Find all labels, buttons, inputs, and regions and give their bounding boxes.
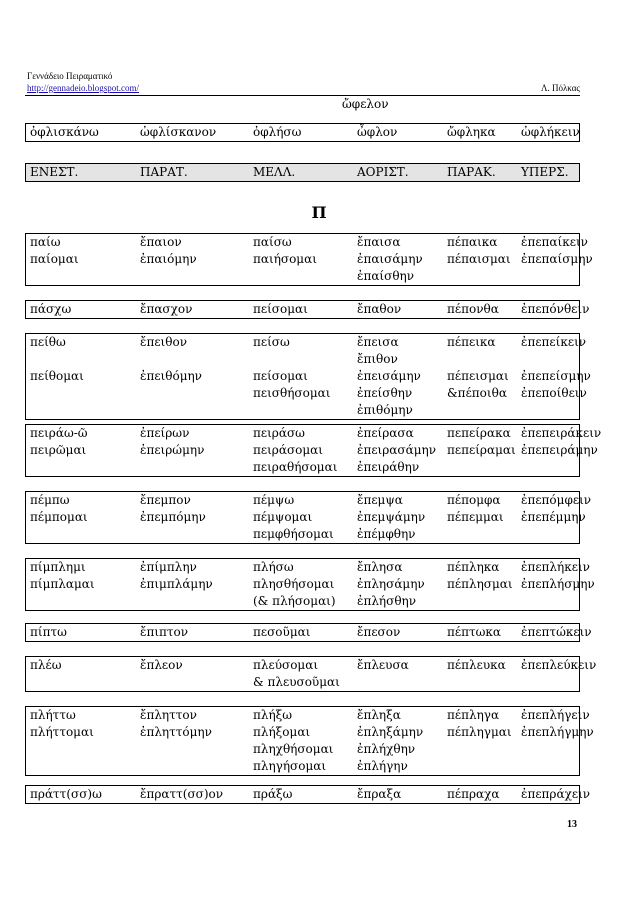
verb-form-cell: ἐπεπαίσμην — [521, 252, 593, 266]
verb-form-row — [26, 741, 579, 758]
verb-form-cell: πράξω — [253, 787, 293, 801]
header-rule — [25, 95, 580, 96]
verb-form-cell: πίμπλημι — [30, 560, 86, 574]
verb-form-cell: πειρῶμαι — [30, 443, 87, 457]
verb-group — [25, 233, 593, 286]
verb-form-cell: ἐπεπέμμην — [521, 510, 586, 524]
verb-form-cell: πράττ(σσ)ω — [30, 787, 102, 801]
verb-form-row — [26, 234, 588, 251]
verb-form-row — [26, 624, 592, 641]
verb-form-cell: ὦφλον — [357, 125, 398, 139]
verb-form-cell: πέμπομαι — [30, 510, 88, 524]
verb-form-row — [26, 164, 579, 181]
verb-form-cell: ἔπληξα — [357, 708, 401, 722]
verb-form-cell: πλήξομαι — [253, 725, 311, 739]
verb-form-cell: πέπαικα — [447, 235, 498, 249]
verb-group — [25, 706, 594, 776]
verb-form-cell: πείσομαι — [253, 302, 308, 316]
verb-form-cell: ἔπαθον — [357, 302, 402, 316]
verb-form-cell: ἔπλευσα — [357, 658, 409, 672]
verb-form-cell: ἔπεσον — [357, 625, 401, 639]
verb-form-cell: πειράσω — [253, 426, 305, 440]
verb-form-row — [26, 268, 579, 285]
verb-form-cell: ἔπαιον — [140, 235, 182, 249]
verb-form-cell: πείθομαι — [30, 369, 84, 383]
verb-group — [25, 123, 580, 142]
verb-group — [25, 300, 590, 319]
verb-form-cell: πάσχω — [30, 302, 72, 316]
verb-form-cell: ὠφλήκειν — [521, 125, 580, 139]
verb-form-cell: & πλευσοῦμαι — [253, 675, 340, 689]
verb-form-cell: πλήττω — [30, 708, 76, 722]
verb-form-cell: ἐπαισάμην — [357, 252, 423, 266]
verb-form-cell: πειραθήσομαι — [253, 460, 338, 474]
verb-form-cell: ἐπλήγην — [357, 759, 408, 773]
verb-form-cell: ἐπειθόμην — [140, 369, 202, 383]
verb-form-cell: ἔπραττ(σσ)ον — [140, 787, 224, 801]
verb-form-cell: πλήσω — [253, 560, 294, 574]
verb-form-cell: πειράσομαι — [253, 443, 323, 457]
verb-form-cell: πληχθήσομαι — [253, 742, 334, 756]
verb-form-cell: ὠφλίσκανον — [140, 125, 217, 139]
verb-form-cell: ἐπεπλήγειν — [521, 708, 590, 722]
verb-form-row — [26, 385, 587, 402]
verb-form-row — [26, 459, 579, 476]
verb-form-cell: ἐπεισάμην — [357, 369, 421, 383]
verb-form-cell: ἔπραξα — [357, 787, 402, 801]
verb-form-cell: πειράω-ῶ — [30, 426, 88, 440]
verb-form-cell: πέπεισμαι — [447, 369, 509, 383]
verb-form-cell: παιήσομαι — [253, 252, 317, 266]
verb-form-row — [26, 334, 587, 351]
verb-form-row — [26, 559, 590, 576]
verb-form-cell: ἐπεπειράμην — [521, 443, 598, 457]
verb-form-cell: ἔπασχον — [140, 302, 193, 316]
verb-form-cell: ἐπέμφθην — [357, 527, 416, 541]
verb-form-cell: ἐπεπλήκειν — [521, 560, 590, 574]
verb-form-cell: ὀφλήσω — [253, 125, 302, 139]
verb-form-cell: ἐπλήσθην — [357, 594, 417, 608]
verb-form-cell: παίσω — [253, 235, 292, 249]
verb-form-cell: πίμπλαμαι — [30, 577, 95, 591]
verb-form-cell: πεσοῦμαι — [253, 625, 311, 639]
verb-form-cell: πλήττομαι — [30, 725, 94, 739]
verb-form-row — [26, 492, 592, 509]
tense-header-row — [25, 163, 580, 182]
verb-form-cell: ἔπλεον — [140, 658, 183, 672]
verb-form-cell: ἔπεμψα — [357, 493, 403, 507]
verb-form-cell: ἐπεποίθειν — [521, 386, 587, 400]
verb-form-cell: πέμπω — [30, 493, 70, 507]
verb-form-cell: ἐπείσθην — [357, 386, 413, 400]
verb-form-cell: πέπλευκα — [447, 658, 506, 672]
verb-group — [25, 785, 591, 804]
verb-form-cell: ἐπλήχθην — [357, 742, 416, 756]
page-number: 13 — [567, 819, 577, 830]
verb-group — [25, 333, 591, 420]
verb-form-cell: πεισθήσομαι — [253, 386, 331, 400]
verb-form-cell: πέπληγμαι — [447, 725, 512, 739]
verb-form-cell: (& πλήσομαι) — [253, 594, 336, 608]
verb-form-cell: ἐπεπόνθειν — [521, 302, 590, 316]
verb-form-cell: ἐπαιόμην — [140, 252, 197, 266]
verb-form-row — [26, 576, 595, 593]
verb-form-cell: πέπλησμαι — [447, 577, 513, 591]
header-author: Λ. Πόλκας — [540, 83, 580, 93]
verb-form-cell: ΕΝΕΣΤ. — [30, 165, 79, 179]
verb-form-cell: ἐπίμπλην — [140, 560, 197, 574]
verb-form-row — [26, 351, 579, 368]
verb-form-row — [26, 526, 579, 543]
verb-form-cell: ἐπειρώμην — [140, 443, 205, 457]
verb-form-cell: ἐπεπλήσμην — [521, 577, 595, 591]
verb-form-row — [26, 301, 590, 318]
verb-form-row — [26, 593, 579, 610]
verb-form-cell: ἐπεπλεύκειν — [521, 658, 597, 672]
verb-form-cell: ἐπεπόμφειν — [521, 493, 592, 507]
verb-form-cell: ἔπαισα — [357, 235, 401, 249]
verb-form-cell: πέμψω — [253, 493, 295, 507]
verb-form-cell: πίπτω — [30, 625, 67, 639]
blog-link[interactable]: http://gennadeio.blogspot.com/ — [27, 83, 139, 93]
verb-form-cell: ΥΠΕΡΣ. — [521, 165, 569, 179]
verb-form-cell: ἐπεπειράκειν — [521, 426, 602, 440]
verb-form-cell: ἔπεμπον — [140, 493, 191, 507]
verb-form-cell: πείσω — [253, 335, 290, 349]
verb-form-cell: ΠΑΡΑΚ. — [447, 165, 496, 179]
verb-form-row — [26, 425, 602, 442]
verb-form-row — [26, 674, 579, 691]
verb-form-cell: πέπληκα — [447, 560, 500, 574]
verb-form-row — [26, 707, 590, 724]
header-title: Γεννάδειο Πειραματικό — [27, 71, 113, 81]
verb-form-cell: πέπομφα — [447, 493, 501, 507]
verb-form-cell: ΑΟΡΙΣΤ. — [357, 165, 409, 179]
top-word: ὤφελον — [342, 97, 389, 111]
verb-form-cell: παίομαι — [30, 252, 79, 266]
verb-form-row — [26, 251, 593, 268]
verb-form-cell: πέπληγα — [447, 708, 500, 722]
verb-form-row — [26, 402, 579, 419]
verb-form-cell: ἐπληξάμην — [357, 725, 424, 739]
verb-form-cell: ἔπεισα — [357, 335, 399, 349]
verb-form-cell: πλήξω — [253, 708, 293, 722]
verb-group — [25, 491, 592, 544]
verb-form-cell: πέμψομαι — [253, 510, 313, 524]
verb-form-cell: ὀφλισκάνω — [30, 125, 99, 139]
verb-form-row — [26, 368, 591, 385]
verb-form-cell: ΜΕΛΛ. — [253, 165, 296, 179]
verb-form-cell: ἔπειθον — [140, 335, 187, 349]
verb-form-cell: πέπεικα — [447, 335, 496, 349]
verb-form-row — [26, 657, 597, 674]
verb-form-cell: πέπαισμαι — [447, 252, 511, 266]
verb-form-cell: παίω — [30, 235, 61, 249]
verb-form-row — [26, 509, 586, 526]
verb-form-cell: πέπτωκα — [447, 625, 502, 639]
verb-form-cell: ἐπεπαίκειν — [521, 235, 588, 249]
verb-form-cell: ἐπεπείσμην — [521, 369, 591, 383]
verb-form-cell: ἐπλησάμην — [357, 577, 425, 591]
verb-form-cell: πλησθήσομαι — [253, 577, 335, 591]
verb-form-cell: πέπεμμαι — [447, 510, 504, 524]
verb-form-row — [26, 786, 591, 803]
verb-form-cell: πέπονθα — [447, 302, 499, 316]
verb-form-cell: &πέποιθα — [447, 386, 507, 400]
verb-form-cell: ἔπιθον — [357, 352, 398, 366]
verb-form-cell: ὤφληκα — [447, 125, 496, 139]
verb-form-cell: ἐπείρασα — [357, 426, 414, 440]
verb-form-cell: πεμφθήσομαι — [253, 527, 334, 541]
verb-form-cell: ἐπεμπόμην — [140, 510, 206, 524]
verb-form-cell: πλεύσομαι — [253, 658, 319, 672]
verb-group — [25, 558, 595, 611]
verb-form-cell: πεπείρακα — [447, 426, 511, 440]
verb-form-cell: ἐπεπλήγμην — [521, 725, 594, 739]
verb-form-cell: ἐπεμψάμην — [357, 510, 426, 524]
verb-form-cell: ἐπεπείκειν — [521, 335, 587, 349]
verb-form-cell: ἐπειρασάμην — [357, 443, 436, 457]
verb-form-cell: πεπείραμαι — [447, 443, 516, 457]
verb-form-cell: ἔπλησα — [357, 560, 403, 574]
verb-form-cell: πλέω — [30, 658, 62, 672]
verb-form-cell: ἔπληττον — [140, 708, 197, 722]
verb-form-cell: ἐπαίσθην — [357, 269, 415, 283]
verb-form-cell: ἐπληττόμην — [140, 725, 212, 739]
verb-form-cell: πληγήσομαι — [253, 759, 327, 773]
verb-form-cell: ἔπιπτον — [140, 625, 189, 639]
verb-group — [25, 656, 597, 692]
verb-form-cell: πέπραχα — [447, 787, 500, 801]
verb-form-row — [26, 442, 598, 459]
verb-group — [25, 424, 602, 477]
verb-form-cell: ἐπιθόμην — [357, 403, 413, 417]
verb-form-cell: ἐπείρων — [140, 426, 190, 440]
verb-form-cell: ΠΑΡΑΤ. — [140, 165, 188, 179]
verb-form-cell: ἐπεπράχειν — [521, 787, 591, 801]
verb-form-cell: ἐπεπτώκειν — [521, 625, 592, 639]
verb-form-row — [26, 124, 579, 141]
verb-form-cell: ἐπιμπλάμην — [140, 577, 213, 591]
section-letter: Π — [311, 203, 327, 222]
verb-form-row — [26, 758, 579, 775]
verb-group — [25, 623, 592, 642]
verb-form-cell: ἐπειράθην — [357, 460, 420, 474]
verb-form-cell: πείθω — [30, 335, 66, 349]
verb-form-cell: πείσομαι — [253, 369, 308, 383]
verb-form-row — [26, 724, 594, 741]
